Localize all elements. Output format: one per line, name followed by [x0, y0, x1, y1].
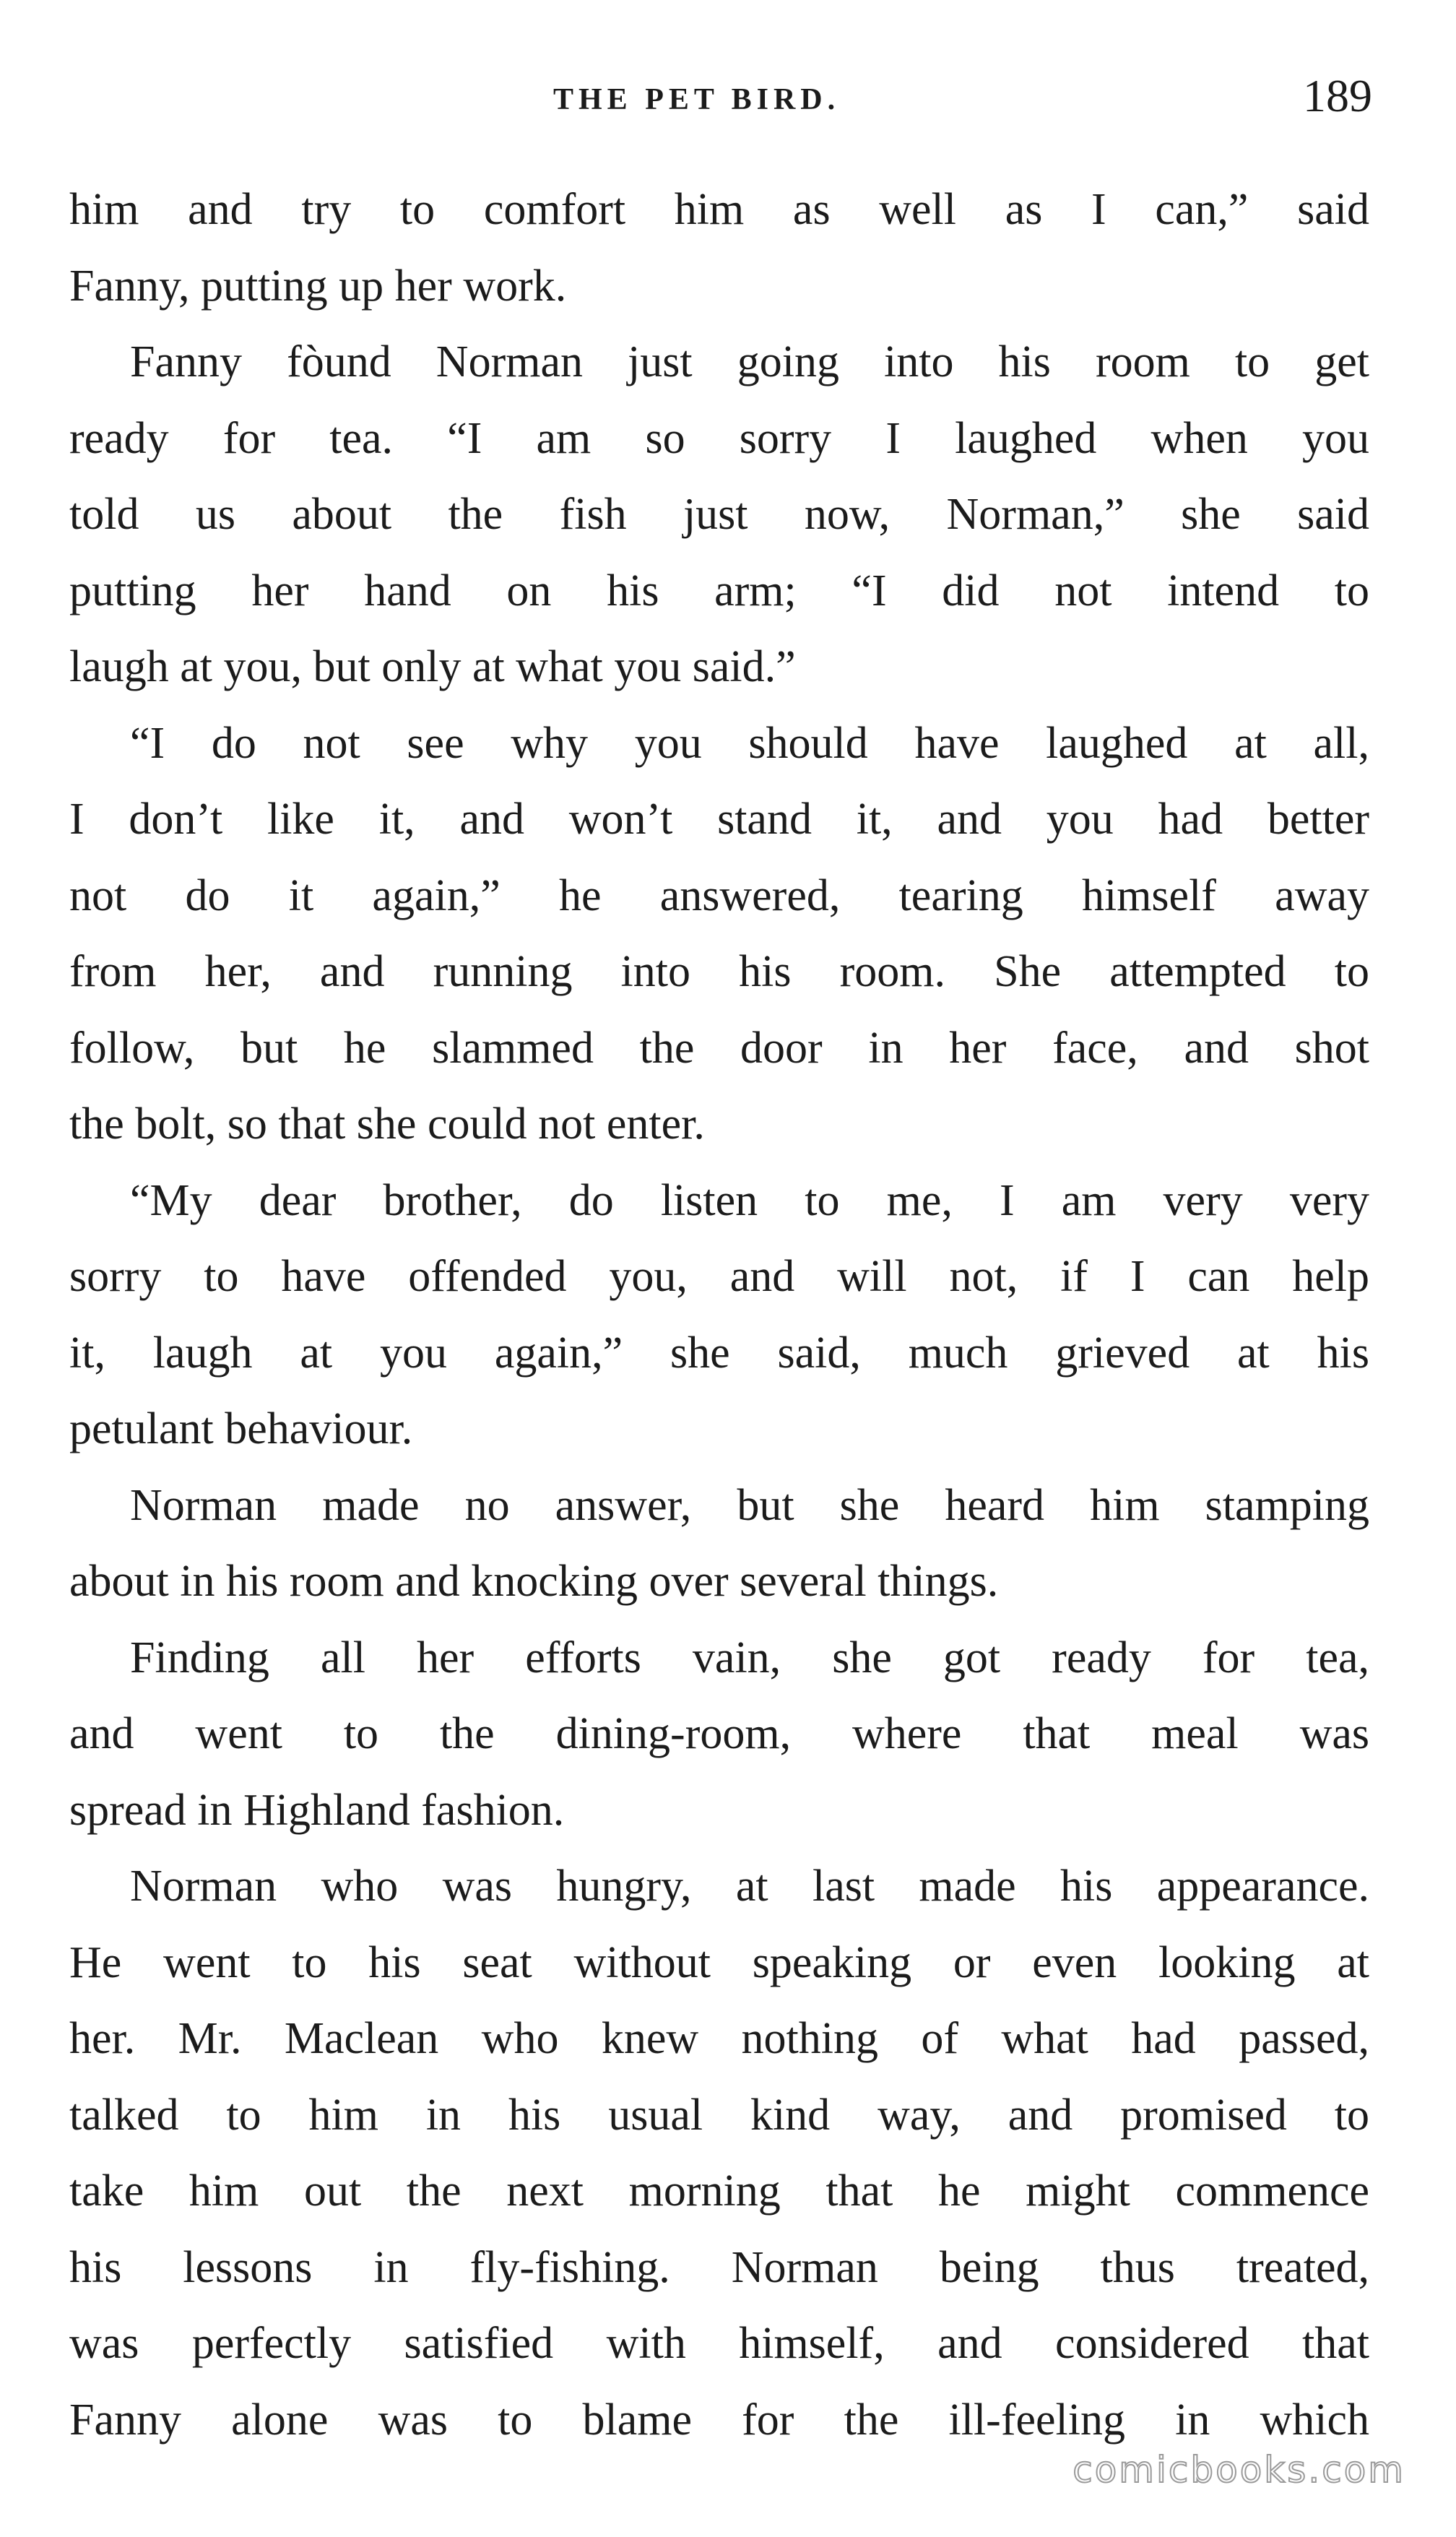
text-line: Norman made no answer, but she heard him stamping [130, 1480, 1369, 1530]
text-line: her. Mr. Maclean who knew nothing of what had passed, [69, 2014, 1369, 2063]
text-line: told us about the fish just now, Norman,” she said [69, 490, 1369, 539]
text-line: petulant behaviour. [69, 1404, 413, 1453]
text-line: He went to his seat without speaking or even looking at [69, 1937, 1369, 1987]
text-line: the bolt, so that she could not enter. [69, 1099, 705, 1149]
text-line: take him out the next morning that he might commence [69, 2166, 1369, 2216]
paragraph-5 [69, 1468, 1369, 1620]
text-line: putting her hand on his arm; “I did not intend to [69, 566, 1369, 615]
text-line: Fanny alone was to blame for the ill-feeling in which [69, 2395, 1369, 2445]
text-line: spread in Highland fashion. [69, 1785, 565, 1835]
text-line: him and try to comfort him as well as I can,” said [69, 185, 1369, 234]
paragraph-3 [69, 706, 1369, 1163]
body-text [69, 172, 1369, 2458]
text-line: I don’t like it, and won’t stand it, and you had better [69, 795, 1369, 844]
paragraph-1 [69, 172, 1369, 324]
text-line: “I do not see why you should have laughed at all, [130, 718, 1369, 768]
text-line: it, laugh at you again,” she said, much grieved at his [69, 1328, 1369, 1378]
text-line: about in his room and knocking over several things. [69, 1557, 999, 1606]
text-line: was perfectly satisfied with himself, and considered that [69, 2319, 1369, 2368]
running-title: THE PET BIRD. [553, 83, 841, 116]
text-line: from her, and running into his room. She attempted to [69, 947, 1369, 996]
watermark: comicbooks.com [1072, 2449, 1405, 2491]
text-line: Norman who was hungry, at last made his appearance. [130, 1862, 1369, 1911]
text-line: follow, but he slammed the door in her face, and shot [69, 1023, 1369, 1073]
text-line: his lessons in fly-fishing. Norman being thus treated, [69, 2242, 1369, 2292]
paragraph-2 [69, 324, 1369, 706]
paragraph-4 [69, 1163, 1369, 1468]
page-number: 189 [1303, 70, 1372, 121]
paragraph-7 [69, 1849, 1369, 2458]
text-line: Fanny fòund Norman just going into his room to get [130, 337, 1369, 386]
running-head [69, 69, 1384, 127]
text-line: not do it again,” he answered, tearing himself away [69, 870, 1369, 920]
text-line: Finding all her efforts vain, she got ready for tea, [130, 1633, 1369, 1682]
paragraph-6 [69, 1620, 1369, 1849]
text-line: sorry to have offended you, and will not, if I can help [69, 1252, 1369, 1301]
text-line: “My dear brother, do listen to me, I am very very [130, 1175, 1369, 1225]
text-line: talked to him in his usual kind way, and promised to [69, 2090, 1369, 2140]
text-line: and went to the dining-room, where that meal was [69, 1709, 1369, 1758]
text-line: laugh at you, but only at what you said.” [69, 642, 796, 691]
text-line: ready for tea. “I am so sorry I laughed when you [69, 413, 1369, 463]
text-line: Fanny, putting up her work. [69, 261, 567, 311]
